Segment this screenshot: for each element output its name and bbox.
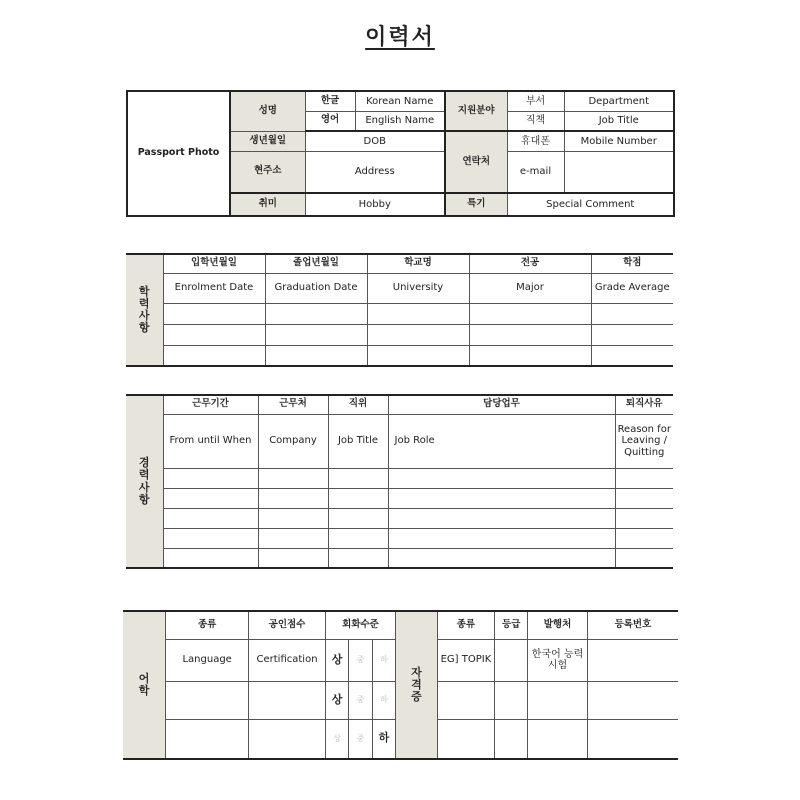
cert-number-header: 등록번호 <box>587 611 678 639</box>
level-high-option[interactable]: 상 <box>325 639 348 681</box>
table-row <box>126 508 673 528</box>
dob-field[interactable]: DOB <box>305 131 445 151</box>
work-table <box>126 394 673 569</box>
department-field[interactable]: Department <box>564 91 674 111</box>
school-desc[interactable]: University <box>367 273 469 303</box>
english-label: 영어 <box>305 111 355 131</box>
school-header: 학교명 <box>367 254 469 273</box>
level-low-option[interactable]: 하 <box>372 639 395 681</box>
certificate-side-label: 자 격 증 <box>396 611 438 759</box>
email-field[interactable] <box>564 151 674 193</box>
apply-field-label: 지원분야 <box>445 91 507 131</box>
dept-label: 부서 <box>507 91 564 111</box>
graduation-date-header: 졸업년월일 <box>265 254 367 273</box>
official-score-header: 공인점수 <box>249 611 326 639</box>
english-name-field[interactable]: English Name <box>355 111 445 131</box>
level-mid-option[interactable]: 중 <box>349 681 372 719</box>
personal-info-table <box>126 90 675 217</box>
table-row <box>126 324 673 345</box>
level-low-option[interactable]: 하 <box>372 681 395 719</box>
education-side-label: 학 력 사 항 <box>126 254 163 366</box>
page-title: 이력서 <box>365 25 435 50</box>
language-type-header: 종류 <box>166 611 249 639</box>
passport-photo-cell[interactable]: Passport Photo <box>127 91 230 216</box>
level-mid-option[interactable]: 중 <box>349 639 372 681</box>
position-header: 직위 <box>328 395 388 414</box>
level-mid-option[interactable]: 중 <box>349 719 372 759</box>
table-row <box>126 488 673 508</box>
jobtitle-label: 직책 <box>507 111 564 131</box>
table-row <box>126 548 673 568</box>
cert-type-example[interactable]: EG] TOPIK <box>437 639 495 681</box>
job-role-desc[interactable]: Job Role <box>388 414 615 468</box>
korean-label: 한글 <box>305 91 355 111</box>
hobby-field[interactable]: Hobby <box>305 193 445 216</box>
name-label: 성명 <box>230 91 305 131</box>
cert-issuer-header: 발행처 <box>528 611 588 639</box>
position-desc[interactable]: Job Title <box>328 414 388 468</box>
job-title-field[interactable]: Job Title <box>564 111 674 131</box>
work-period-desc[interactable]: From until When <box>163 414 258 468</box>
cert-grade-header: 등급 <box>495 611 528 639</box>
company-header: 근무처 <box>258 395 328 414</box>
address-field[interactable]: Address <box>305 151 445 193</box>
mobile-field[interactable]: Mobile Number <box>564 131 674 151</box>
major-desc[interactable]: Major <box>469 273 591 303</box>
cert-type-header: 종류 <box>437 611 495 639</box>
company-desc[interactable]: Company <box>258 414 328 468</box>
table-row <box>126 528 673 548</box>
email-label: e-mail <box>507 151 564 193</box>
language-field[interactable]: Language <box>166 639 249 681</box>
conversation-level-header: 회화수준 <box>325 611 395 639</box>
work-side-label: 경 력 사 항 <box>126 395 163 568</box>
hobby-label: 취미 <box>230 193 305 216</box>
graduation-date-desc[interactable]: Graduation Date <box>265 273 367 303</box>
table-row <box>126 303 673 324</box>
address-label: 현주소 <box>230 151 305 193</box>
cert-issuer-example[interactable]: 한국어 능력 시험 <box>528 639 588 681</box>
table-row <box>126 345 673 366</box>
level-high-option[interactable]: 상 <box>325 681 348 719</box>
special-label: 특기 <box>445 193 507 216</box>
contact-label: 연락처 <box>445 131 507 193</box>
work-period-header: 근무기간 <box>163 395 258 414</box>
certification-field[interactable]: Certification <box>249 639 326 681</box>
table-row <box>126 468 673 488</box>
grade-desc[interactable]: Grade Average <box>591 273 673 303</box>
grade-header: 학점 <box>591 254 673 273</box>
language-side-label: 어 학 <box>123 611 166 759</box>
special-comment-field[interactable]: Special Comment <box>507 193 674 216</box>
enrol-date-header: 입학년월일 <box>163 254 265 273</box>
leave-reason-header: 퇴직사유 <box>615 395 673 414</box>
dob-label: 생년월일 <box>230 131 305 151</box>
level-low-option[interactable]: 하 <box>372 719 395 759</box>
enrol-date-desc[interactable]: Enrolment Date <box>163 273 265 303</box>
mobile-label: 휴대폰 <box>507 131 564 151</box>
korean-name-field[interactable]: Korean Name <box>355 91 445 111</box>
level-high-option[interactable]: 상 <box>325 719 348 759</box>
language-certificate-table <box>123 610 678 760</box>
job-role-header: 담당업무 <box>388 395 615 414</box>
leave-reason-desc[interactable]: Reason for Leaving / Quitting <box>615 414 673 468</box>
major-header: 전공 <box>469 254 591 273</box>
education-table <box>126 253 673 367</box>
